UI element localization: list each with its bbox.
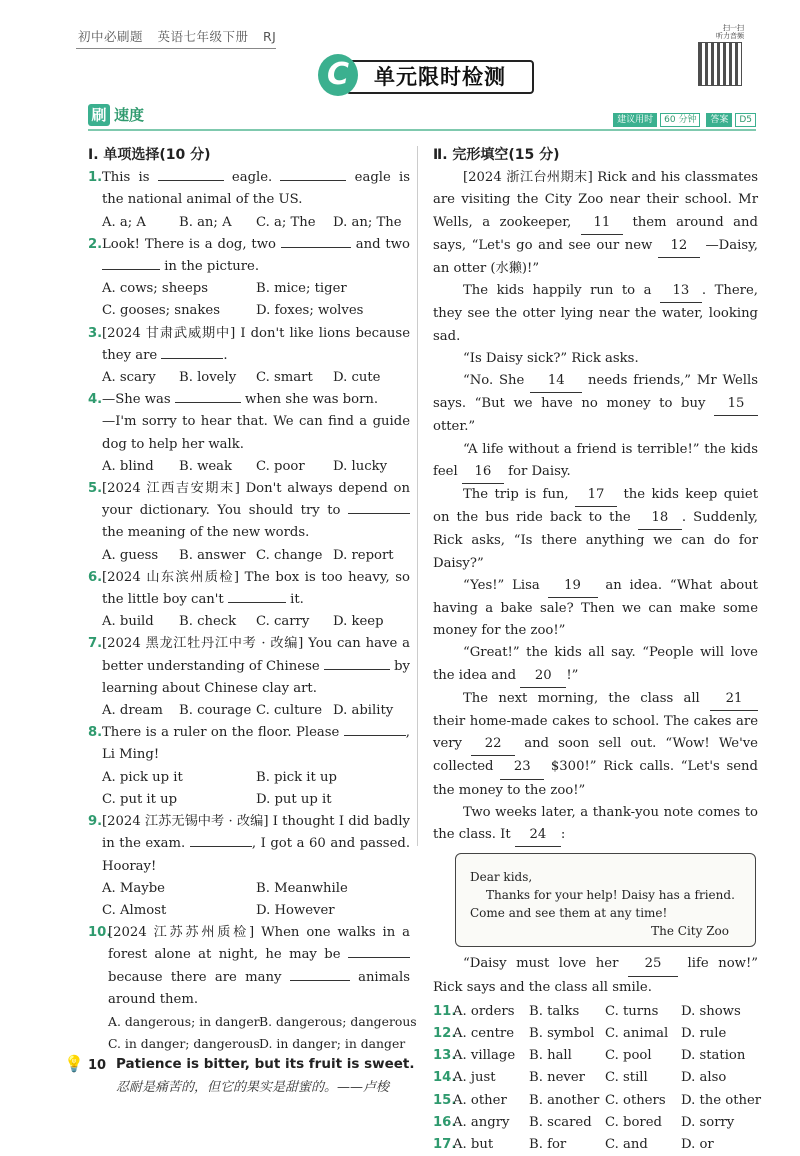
cloze-blank[interactable]: 13 [660, 280, 702, 303]
cloze-text: The trip is fun, [463, 487, 569, 503]
cloze-paragraph [433, 688, 758, 802]
question-number: 9. [88, 814, 103, 830]
option-number: 13. [433, 1048, 457, 1064]
question-text: eagle is the national animal of the US. [102, 170, 410, 208]
question-text: the meaning of the new words. [102, 525, 310, 541]
question-text: This is [102, 170, 150, 186]
running-header [78, 27, 286, 45]
cloze-text: “Yes!” Lisa [463, 577, 540, 593]
answer-blank[interactable] [190, 846, 252, 847]
cloze-blank[interactable]: 21 [710, 688, 758, 711]
cloze-paragraph: “Is Daisy sick?” Rick asks. [463, 350, 639, 366]
cloze-text: $300!” Rick calls. “Let's send the money to the zoo!” [433, 759, 758, 798]
banner-badge: C [318, 54, 358, 96]
option[interactable]: B. pick it up [256, 769, 337, 785]
options-5 [88, 545, 410, 567]
lightbulb-icon: 💡 [64, 1054, 84, 1073]
option-number: 16. [433, 1114, 457, 1130]
question-text: Look! There is a dog, two [102, 236, 276, 252]
option[interactable]: C. still [605, 1070, 648, 1086]
answer-blank[interactable] [158, 180, 224, 181]
cloze-text: . Suddenly, Rick asks, “Is there anything we can do for Daisy?” [433, 510, 759, 571]
question-text: [2024 江苏无锡中考 · 改编] I thought I did badly in the exam. [102, 814, 410, 852]
cloze-paragraph [433, 575, 758, 643]
option[interactable]: C. pool [605, 1048, 652, 1064]
option[interactable]: A. centre [453, 1025, 514, 1041]
option[interactable]: D. in danger; in danger [259, 1036, 406, 1052]
answer-blank[interactable] [175, 402, 241, 403]
left-column [88, 144, 417, 1055]
option[interactable]: A. dream [102, 703, 163, 719]
banner-title: 单元限时检测 [346, 60, 534, 94]
option[interactable]: D. However [256, 902, 335, 918]
option[interactable]: D. ability [333, 703, 394, 719]
option[interactable]: D. foxes; wolves [256, 303, 364, 319]
option[interactable]: B. lovely [179, 370, 237, 386]
option[interactable]: A. guess [102, 547, 159, 563]
question-7 [88, 633, 410, 700]
cloze-paragraph [433, 439, 758, 484]
answer-blank[interactable] [344, 735, 406, 736]
qr-label-1: 扫一扫 [723, 24, 744, 32]
option[interactable]: B. Meanwhile [256, 880, 348, 896]
cloze-text: for Daisy. [508, 463, 571, 479]
option[interactable]: B. mice; tiger [256, 281, 347, 297]
question-text: and two [355, 236, 410, 252]
option[interactable]: B. talks [529, 1003, 580, 1019]
right-column [433, 144, 762, 1156]
answer-label: 答案 [706, 113, 732, 127]
answer-blank[interactable] [102, 269, 160, 270]
answer-blank[interactable] [290, 980, 350, 981]
header-rule [76, 48, 276, 49]
note-greeting: Dear kids, [470, 870, 533, 885]
cloze-blank[interactable]: 23 [500, 756, 544, 779]
option-number: 17. [433, 1136, 457, 1152]
option[interactable]: D. shows [681, 1003, 741, 1019]
option[interactable]: B. check [179, 614, 237, 630]
question-9 [88, 811, 410, 878]
cloze-blank[interactable]: 24 [515, 824, 561, 847]
cloze-text: Two weeks later, a thank-you note comes to the class. It [433, 804, 758, 843]
question-text: because there are many [108, 969, 282, 985]
question-text: when she was born. [245, 392, 379, 408]
option[interactable]: D. put up it [256, 791, 332, 807]
question-text: [2024 黑龙江牡丹江中考 · 改编] You can have a better understanding of Chinese [102, 636, 410, 674]
speed-label: 速度 [114, 106, 145, 124]
cloze-blank[interactable]: 16 [462, 461, 504, 484]
options-1 [88, 212, 410, 234]
option[interactable]: A. village [453, 1048, 516, 1064]
option[interactable]: C. turns [605, 1003, 659, 1019]
question-10 [88, 922, 410, 1011]
option[interactable]: A. a; A [102, 214, 146, 230]
cloze-text: and soon sell out. “Wow! We've collected [433, 736, 758, 775]
question-text: . [223, 347, 228, 363]
subject-name: 英语七年级下册 [157, 29, 249, 44]
question-8 [88, 722, 410, 766]
option[interactable]: C. put it up [102, 791, 178, 807]
options-row [433, 1023, 758, 1045]
cloze-blank[interactable]: 20 [520, 665, 566, 688]
time-label: 建议用时 [613, 113, 657, 127]
options-7 [88, 700, 410, 722]
option[interactable]: C. bored [605, 1114, 662, 1130]
option[interactable]: A. build [102, 614, 154, 630]
brush-icon: 刷 [88, 104, 110, 126]
question-number: 10. [88, 925, 112, 941]
cloze-text: : [560, 827, 566, 843]
option[interactable]: B. symbol [529, 1025, 595, 1041]
cloze-blank[interactable]: 12 [658, 235, 700, 258]
cloze-text: “No. She [463, 373, 525, 389]
option[interactable]: D. the other [681, 1092, 762, 1108]
option[interactable]: C. change [256, 547, 323, 563]
note-body: Thanks for your help! Daisy has a friend. Come and see them at any time! [470, 888, 735, 921]
question-text: [2024 江苏苏州质检] When one walks in a forest alone at night, he may be [108, 925, 410, 963]
option[interactable]: A. cows; sheeps [102, 281, 209, 297]
option[interactable]: B. never [529, 1070, 585, 1086]
option[interactable]: D. also [681, 1070, 727, 1086]
answer-blank[interactable] [161, 358, 223, 359]
quote-english: Patience is bitter, but its fruit is sweet. [116, 1056, 415, 1072]
cloze-text: the kids keep quiet on the bus ride back to the [433, 487, 759, 526]
question-text: it. [290, 592, 304, 608]
answer-blank[interactable] [281, 247, 351, 248]
option[interactable]: B. for [529, 1136, 567, 1152]
answer-page: D5 [735, 113, 756, 127]
cloze-text: “Daisy must love her [463, 956, 619, 972]
option[interactable]: B. courage [179, 703, 252, 719]
options-10 [88, 1011, 417, 1055]
question-text: in the picture. [164, 259, 260, 275]
option[interactable]: D. lucky [333, 458, 388, 474]
option[interactable]: A. just [453, 1070, 496, 1086]
option[interactable]: D. keep [333, 614, 384, 630]
cloze-blank[interactable]: 18 [638, 507, 682, 530]
cloze-text: life now!” Rick says and the class all smile. [433, 956, 758, 995]
answer-blank[interactable] [348, 513, 410, 514]
option[interactable]: A. blind [102, 458, 154, 474]
options-row [433, 1134, 758, 1156]
option[interactable]: A. dangerous; in danger [108, 1013, 260, 1029]
option[interactable]: C. a; The [256, 214, 316, 230]
option-number: 12. [433, 1025, 457, 1041]
cloze-paragraph [433, 953, 758, 998]
option[interactable]: B. another [529, 1092, 600, 1108]
cloze-paragraph [433, 167, 758, 280]
cloze-text: “A life without a friend is terrible!” the kids feel [433, 441, 758, 479]
cloze-text: The next morning, the class all [463, 690, 700, 706]
question-number: 2. [88, 236, 103, 252]
options-9 [88, 878, 410, 922]
option[interactable]: D. station [681, 1048, 746, 1064]
answer-blank[interactable] [228, 602, 286, 603]
option[interactable]: B. dangerous; dangerous [259, 1013, 417, 1029]
question-number: 5. [88, 481, 103, 497]
question-number: 4. [88, 392, 103, 408]
option[interactable]: C. and [605, 1136, 648, 1152]
cloze-paragraph [433, 280, 758, 348]
options-row [433, 1067, 758, 1089]
question-text: [2024 山东滨州质检] The box is too heavy, so the little boy can't [102, 569, 410, 608]
option[interactable]: D. sorry [681, 1114, 735, 1130]
question-4 [88, 389, 410, 456]
quote-chinese: 忍耐是痛苦的，但它的果实是甜蜜的。——卢梭 [116, 1080, 390, 1095]
cloze-text: their home-made cakes to school. The cakes are very [433, 714, 758, 752]
option[interactable]: A. but [453, 1136, 494, 1152]
question-number: 8. [88, 725, 103, 741]
question-text: eagle. [231, 170, 273, 186]
cloze-blank[interactable]: 17 [575, 484, 617, 507]
page-number: 10 [88, 1058, 107, 1073]
options-row [433, 1090, 762, 1112]
option[interactable]: D. rule [681, 1025, 727, 1041]
option[interactable]: C. smart [256, 370, 313, 386]
section-banner [318, 58, 532, 92]
option[interactable]: A. orders [453, 1003, 515, 1019]
question-number: 6. [88, 569, 103, 585]
cloze-text: otter.” [433, 419, 476, 435]
answer-blank[interactable] [348, 957, 410, 958]
answer-blank[interactable] [280, 180, 346, 181]
cloze-text: “Great!” the kids all say. “People will love the idea and [433, 645, 758, 683]
cloze-blank[interactable]: 11 [581, 212, 623, 235]
question-text: —I'm sorry to hear that. We can find a guide dog to help her walk. [102, 414, 410, 452]
options-6 [88, 611, 410, 633]
options-row [433, 1045, 758, 1067]
question-text: , I got a 60 and passed. Hooray! [102, 836, 411, 874]
question-text: , Li Ming! [102, 725, 410, 763]
cloze-text: needs friends,” Mr Wells says. “But we have no money to buy [433, 373, 758, 412]
cloze-blank[interactable]: 25 [628, 953, 678, 976]
option[interactable]: C. gooses; snakes [102, 303, 220, 319]
thank-you-note [455, 853, 756, 947]
cloze-text: them around and says, “Let's go and see our new [433, 214, 758, 253]
cloze-text: !” [566, 667, 579, 683]
options-4 [88, 456, 410, 478]
answer-blank[interactable] [324, 669, 390, 670]
option[interactable]: D. cute [333, 370, 381, 386]
cloze-text: —Daisy, an otter (水獭)!” [433, 237, 758, 277]
cloze-text: The kids happily run to a [463, 283, 652, 299]
cloze-text: . There, they see the otter lying near the water, looking sad. [433, 283, 758, 344]
cloze-text: an idea. “What about having a bake sale? Then we can make some money for the zoo!” [433, 577, 758, 639]
question-text: by learning about Chinese clay art. [102, 658, 410, 696]
question-5 [88, 478, 410, 545]
option[interactable]: A. scary [102, 370, 156, 386]
cloze-text: [2024 浙江台州期末] Rick and his classmates are visiting the City Zoo near their school. Mr Wells, a zookeeper, [433, 170, 758, 230]
option[interactable]: B. scared [529, 1114, 592, 1130]
options-2 [88, 278, 410, 322]
cloze-blank[interactable]: 15 [714, 393, 758, 416]
options-8 [88, 767, 410, 811]
question-text: animals around them. [108, 969, 411, 1007]
option[interactable]: B. answer [179, 547, 246, 563]
option[interactable]: A. Maybe [102, 880, 165, 896]
series-name: 初中必刷题 [78, 29, 144, 44]
note-signature: The City Zoo [651, 924, 729, 939]
cloze-paragraph [433, 370, 758, 439]
option-number: 15. [433, 1092, 457, 1108]
time-value: 60 分钟 [660, 113, 700, 127]
cloze-paragraph [433, 642, 758, 687]
option[interactable]: D. report [333, 547, 394, 563]
question-text: [2024 江西吉安期末] Don't always depend on your dictionary. You should try to [102, 481, 410, 519]
option[interactable]: B. hall [529, 1048, 572, 1064]
cloze-blank[interactable]: 14 [530, 370, 582, 393]
question-text: There is a ruler on the floor. Please [102, 725, 340, 741]
cloze-paragraph [433, 484, 758, 575]
column-divider [417, 146, 418, 846]
option[interactable]: C. animal [605, 1025, 669, 1041]
option[interactable]: C. Almost [102, 902, 167, 918]
question-3 [88, 323, 410, 367]
option[interactable]: B. weak [179, 458, 233, 474]
options-3 [88, 367, 410, 389]
options-row [433, 1001, 758, 1023]
question-1 [88, 167, 410, 211]
question-text: —She was [102, 392, 171, 408]
option[interactable]: C. culture [256, 703, 323, 719]
option[interactable]: A. other [453, 1092, 507, 1108]
speed-heading [88, 104, 144, 126]
question-number: 7. [88, 636, 103, 652]
edition: RJ [263, 29, 277, 44]
qr-label-2: 听力音频 [716, 32, 744, 40]
cloze-blank[interactable]: 22 [471, 733, 515, 756]
question-6 [88, 567, 410, 611]
option[interactable]: D. an; The [333, 214, 402, 230]
option[interactable]: C. in danger; dangerous [108, 1036, 260, 1052]
option[interactable]: A. pick up it [102, 769, 183, 785]
cloze-paragraph [433, 802, 758, 847]
section-1-title: Ⅰ. 单项选择(10 分) [88, 147, 211, 163]
option[interactable]: C. carry [256, 614, 310, 630]
option[interactable]: C. others [605, 1092, 666, 1108]
qr-code-icon [698, 42, 742, 86]
question-text: [2024 甘肃武威期中] I don't like lions because they are [102, 325, 410, 363]
question-number: 3. [88, 325, 103, 341]
question-2 [88, 234, 410, 278]
section-2-title: Ⅱ. 完形填空(15 分) [433, 147, 560, 163]
option[interactable]: B. an; A [179, 214, 232, 230]
option-number: 14. [433, 1070, 457, 1086]
cloze-blank[interactable]: 19 [548, 575, 598, 598]
option[interactable]: C. poor [256, 458, 305, 474]
option[interactable]: D. or [681, 1136, 714, 1152]
heading-rule [88, 129, 756, 131]
qr-code[interactable] [698, 24, 744, 84]
cloze-options [433, 1001, 762, 1156]
question-number: 1. [88, 170, 103, 186]
option-number: 11. [433, 1003, 457, 1019]
info-tags [610, 113, 756, 127]
option[interactable]: A. angry [453, 1114, 510, 1130]
